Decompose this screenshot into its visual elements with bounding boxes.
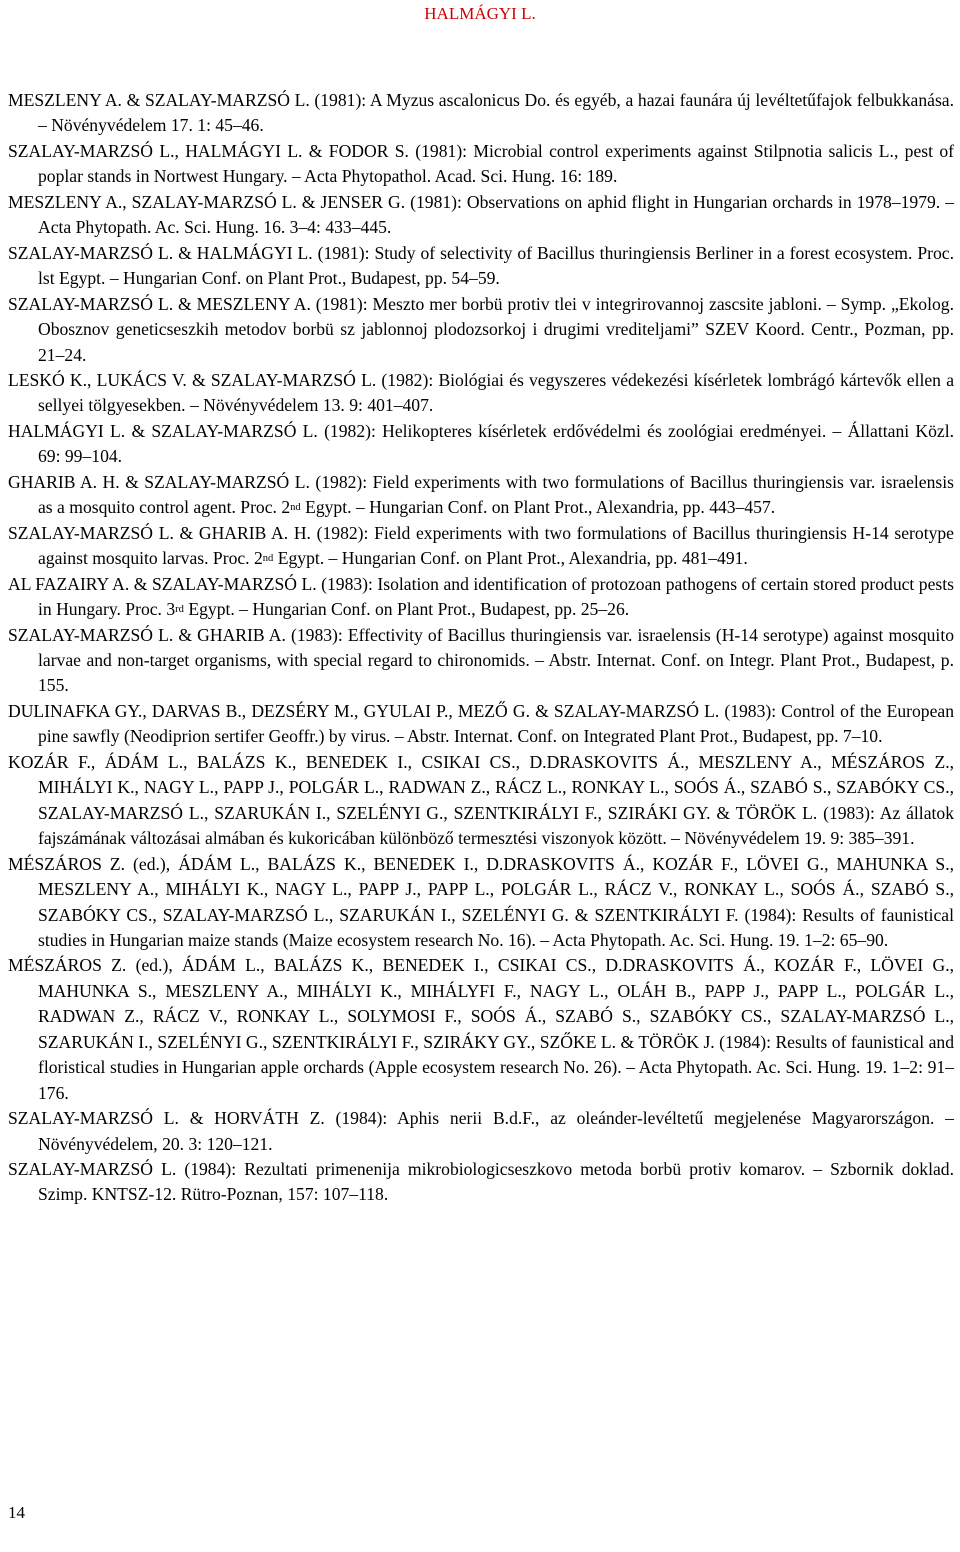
reference-authors: SZALAY-MARZSÓ L. & HALMÁGYI L. bbox=[8, 242, 313, 263]
reference-entry bbox=[8, 572, 954, 623]
ordinal-superscript: nd bbox=[290, 502, 301, 514]
reference-authors: MÉSZÁROS Z. bbox=[8, 853, 126, 874]
reference-entry bbox=[8, 750, 954, 852]
reference-entry bbox=[8, 241, 954, 292]
reference-text: Egypt. – Hungarian Conf. on Plant Prot., Alexandria, pp. 481–491. bbox=[273, 548, 748, 569]
reference-list bbox=[8, 88, 954, 1208]
reference-authors: LESKÓ K., LUKÁCS V. & SZALAY-MARZSÓ L. bbox=[8, 369, 377, 390]
reference-authors: KOZÁR F., ÁDÁM L., BALÁZS K., BENEDEK I., CSIKAI CS., D.DRASKOVITS Á., MESZLENY A., MÉSZÁROS Z., MIHÁLYI K., NAGY L., PAPP J., POLGÁR L., RADWAN Z., RÁCZ L., RONKAY L., SOÓS Á., SZABÓ S., SZABÓKY CS., SZALAY-MARZSÓ L., SZARUKÁN I., SZELÉNYI G., SZENTKIRÁLYI F., SZIRÁKI GY. & TÖRÖK L. bbox=[8, 751, 954, 823]
reference-authors: MESZLENY A. & SZALAY-MARZSÓ L. bbox=[8, 90, 310, 110]
reference-authors: DULINAFKA GY., DARVAS B., DEZSÉRY M., GYULAI P., MEZŐ G. & SZALAY-MARZSÓ L. bbox=[8, 700, 720, 721]
reference-entry bbox=[8, 419, 954, 470]
reference-text: (1983): Control of the European pine sawfly (Neodiprion sertifer Geoffr.) by virus. – Abstr. Internat. Conf. on Integrated Plant Prot., Budapest, pp. 7–10. bbox=[38, 700, 954, 747]
reference-text: (1982): Field experiments with two formulations of Bacillus thuringiensis H-14 serotype against mosquito larvas. Proc. 2 bbox=[38, 522, 954, 569]
reference-entry bbox=[8, 521, 954, 572]
reference-text: (ed.), bbox=[126, 955, 183, 976]
reference-authors: SZALAY-MARZSÓ L. & MESZLENY A. bbox=[8, 293, 311, 314]
reference-entry bbox=[8, 623, 954, 699]
reference-entry bbox=[8, 699, 954, 750]
reference-entry bbox=[8, 139, 954, 190]
reference-text: (1981): Microbial control experiments against Stilpnotia salicis L., pest of poplar stands in Nortwest Hungary. – Acta Phytopathol. Acad. Sci. Hung. 16: 189. bbox=[38, 140, 954, 187]
reference-text: (1983): Isolation and identification of protozoan pathogens of certain stored product pests in Hungary. Proc. 3 bbox=[38, 573, 954, 620]
reference-authors: SZALAY-MARZSÓ L. bbox=[8, 1159, 177, 1180]
reference-text: (1983): Effectivity of Bacillus thuringiensis var. israelensis (H-14 serotype) against mosquito larvae and non-target organisms, with special regard to chironomids. – Abstr. Internat. Conf. on Integr. Plant Prot., Budapest, p. 155. bbox=[38, 624, 955, 696]
reference-authors: SZALAY-MARZSÓ L. & GHARIB A. bbox=[8, 624, 286, 645]
reference-text: (1981): A Myzus ascalonicus Do. és egyéb, a hazai faunára új levéltetűfajok felbukkanása. – Növényvédelem 17. 1: 45–46. bbox=[38, 90, 954, 136]
reference-text: (1983): Az állatok fajszámának változásai almában és kukoricában különböző termesztési viszonyok között. – Növényvédelem 19. 9: 385–391. bbox=[38, 802, 954, 849]
reference-text: (1981): Meszto mer borbü protiv tlei v integrirovannoj zascsite jabloni. – Symp. „Ekolog. Obosznov geneticseszkih metodov borbü sz jablonnoj plodozsorkoj i drugimi vrediteljami” SZEV Koord. Centr., Pozman, pp. 21–24. bbox=[38, 293, 954, 365]
reference-entry bbox=[8, 852, 954, 954]
reference-authors: MÉSZÁROS Z. bbox=[8, 955, 127, 976]
reference-authors: ÁDÁM L., BALÁZS K., BENEDEK I., D.DRASKOVITS Á., KOZÁR F., LÖVEI G., MAHUNKA S., MESZLENY A., MIHÁLYI K., NAGY L., PAPP J., PAPP L., POLGÁR L., RÁCZ V., RONKAY L., SOÓS Á., SZABÓ S., SZABÓKY CS., SZALAY-MARZSÓ L., SZARUKÁN I., SZELÉNYI G. & SZENTKIRÁLYI F. bbox=[38, 853, 955, 925]
ordinal-superscript: nd bbox=[262, 553, 274, 564]
reference-text: Egypt. – Hungarian Conf. on Plant Prot., Budapest, pp. 25–26. bbox=[183, 599, 630, 620]
reference-text: (1984): Aphis nerii B.d.F., az oleánder-levéltetű megjelenése Magyarországon. – Növényvédelem, 20. 3: 120–121. bbox=[38, 1108, 954, 1154]
reference-authors: SZALAY-MARZSÓ L., HALMÁGYI L. & FODOR S. bbox=[8, 140, 409, 161]
reference-authors: SZALAY-MARZSÓ L. & GHARIB A. H. bbox=[8, 522, 311, 543]
reference-entry bbox=[8, 953, 954, 1106]
running-header: HALMÁGYI L. bbox=[424, 4, 536, 23]
reference-entry bbox=[8, 1106, 954, 1157]
reference-entry bbox=[8, 88, 954, 139]
reference-text: (1982): Helikopteres kísérletek erdővédelmi és zoológiai eredményei. – Állattani Közl. 69: 99–104. bbox=[38, 420, 954, 467]
reference-text: (ed.), bbox=[125, 853, 179, 874]
reference-text: (1984): Rezultati primenenija mikrobiologicseszkovo metoda borbü protiv komarov. – Szbornik doklad. Szimp. KNTSZ-12. Rütro-Poznan, 157: 107–118. bbox=[38, 1159, 954, 1205]
reference-text: (1984): Results of faunistical and floristical studies in Hungarian apple orchards (Apple ecosystem research No. 26). – Acta Phytopath. Ac. Sci. Hung. 19. 1–2: 91–176. bbox=[38, 1031, 955, 1103]
reference-entry bbox=[8, 190, 954, 241]
reference-authors: AL FAZAIRY A. & SZALAY-MARZSÓ L. bbox=[8, 573, 317, 594]
reference-authors: GHARIB A. H. & SZALAY-MARZSÓ L. bbox=[8, 471, 310, 492]
reference-authors: HALMÁGYI L. & SZALAY-MARZSÓ L. bbox=[8, 420, 318, 441]
reference-text: (1982): Biológiai és vegyszeres védekezési kísérletek lombrágó kártevők ellen a sellyei tölgyesekben. – Növényvédelem 13. 9: 401–407. bbox=[38, 369, 955, 416]
reference-text: (1982): Field experiments with two formulations of Bacillus thuringiensis var. israelensis as a mosquito control agent. Proc. 2 bbox=[38, 471, 954, 518]
ordinal-superscript: rd bbox=[175, 603, 184, 615]
reference-text: (1981): Observations on aphid flight in Hungarian orchards in 1978–1979. – Acta Phytopath. Ac. Sci. Hung. 16. 3–4: 433–445. bbox=[38, 191, 954, 238]
reference-entry bbox=[8, 1157, 954, 1208]
page-number: 14 bbox=[8, 1503, 25, 1522]
reference-entry bbox=[8, 368, 954, 419]
reference-entry bbox=[8, 470, 954, 521]
reference-authors: MESZLENY A., SZALAY-MARZSÓ L. & JENSER G. bbox=[8, 191, 406, 212]
reference-text: (1984): Results of faunistical studies in Hungarian maize stands (Maize ecosystem research No. 16). – Acta Phytopath. Ac. Sci. Hung. 19. 1–2: 65–90. bbox=[38, 904, 954, 950]
reference-authors: ÁDÁM L., BALÁZS K., BENEDEK I., CSIKAI CS., D.DRASKOVITS Á., KOZÁR F., LÖVEI G., MAHUNKA S., MESZLENY A., MIHÁLYI K., MIHÁLYFI F., NAGY L., OLÁH B., PAPP J., PAPP L., POLGÁR L., RADWAN Z., RÁCZ V., RONKAY L., SOLYMOSI F., SOÓS Á., SZABÓ S., SZABÓKY CS., SZALAY-MARZSÓ L., SZARUKÁN I., SZELÉNYI G., SZENTKIRÁLYI F., SZIRÁKY GY., SZŐKE L. & TÖRÖK J. bbox=[38, 955, 954, 1052]
reference-authors: SZALAY-MARZSÓ L. & HORVÁTH Z. bbox=[8, 1108, 325, 1129]
reference-entry bbox=[8, 292, 954, 368]
reference-text: (1981): Study of selectivity of Bacillus thuringiensis Berliner in a forest ecosystem. Proc. lst Egypt. – Hungarian Conf. on Plant Prot., Budapest, pp. 54–59. bbox=[38, 242, 954, 289]
reference-text: Egypt. – Hungarian Conf. on Plant Prot., Alexandria, pp. 443–457. bbox=[300, 497, 776, 518]
